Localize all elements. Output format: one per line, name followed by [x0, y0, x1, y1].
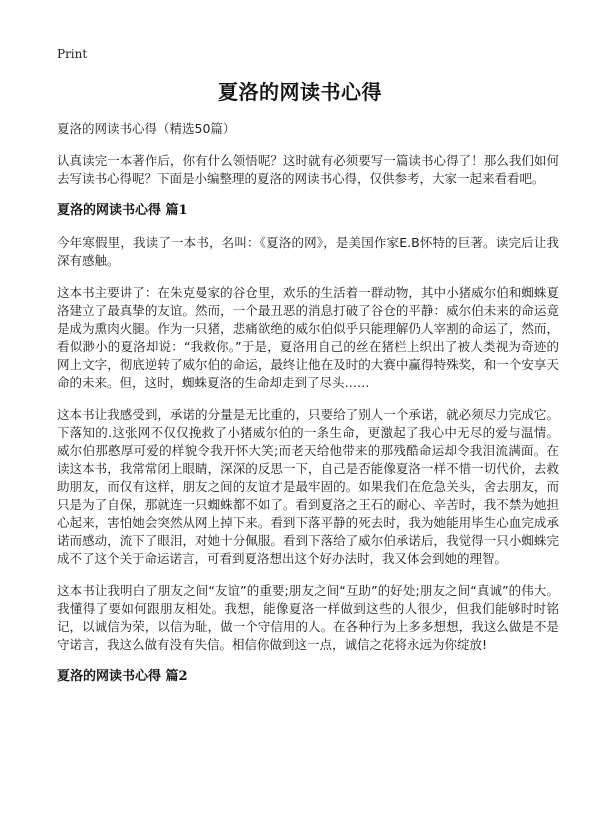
print-link[interactable]: Print [57, 47, 88, 61]
section-1-paragraph-2: 这本书主要讲了：在朱克曼家的谷仓里，欢乐的生活着一群动物，其中小猪威尔伯和蜘蛛夏洛建立了最真挚的友谊。然而，一个最丑恶的消息打破了谷仓的平静：威尔伯未来的命运竟是成为熏肉火腿。作为一只猪，悲痛欲绝的威尔伯似乎只能理解仍人宰割的命运了，然而，看似渺小的夏洛却说：“我救你。”于是，夏洛用自己的丝在猪栏上织出了被人类视为奇迹的网上文字，彻底逆转了威尔伯的命运，最终让他在及时的大赛中赢得特殊奖，和一个安享天命的未来。但，这时，蜘蛛夏洛的生命却走到了尽头…… [57, 285, 559, 390]
document-subtitle: 夏洛的网读书心得（精选50篇） [57, 121, 236, 136]
page-title: 夏洛的网读书心得 [218, 80, 382, 104]
section-heading: 夏洛的网读书心得 篇2 [57, 669, 188, 684]
section-heading: 夏洛的网读书心得 篇1 [57, 203, 188, 218]
section-1-paragraph-4: 这本书让我明白了朋友之间“友谊”的重要;朋友之间“互助”的好处;朋友之间“真诚”的伟大。我懂得了要如何跟朋友相处。我想，能像夏洛一样做到这些的人很少，但我们能够时时铭记，以诚信为荣，以信为耻，做一个守信用的人。在各种行为上多多想想，我这么做是不是守诺言，我这么做有没有失信。相信你做到这一点，诚信之花将永远为你绽放! [57, 583, 559, 652]
intro-paragraph: 认真读完一本著作后，你有什么领悟呢？这时就有必须要写一篇读书心得了！那么我们如何去写读书心得呢？下面是小编整理的夏洛的网读书心得，仅供参考，大家一起来看看吧。 [57, 153, 559, 186]
document-body [57, 120, 559, 700]
section-1 [57, 202, 559, 654]
section-1-paragraph-3: 这本书让我感受到，承诺的分量是无比重的，只要给了别人一个承诺，就必须尽力完成它。下落知的.这张网不仅仅挽救了小猪威尔伯的一条生命，更激起了我心中无尽的爱与温情。威尔伯那憨厚可爱的样貌令我开怀大笑;而老天给他带来的那残酷命运却令我泪流满面。在读这本书，我常常闭上眼睛，深深的反思一下，自己是否能像夏洛一样不惜一切代价，去救助朋友，而仅有这样，朋友之间的友谊才是最牢固的。如果我们在危急关头，舍去朋友，而只是为了自保，那就连一只蜘蛛都不如了。看到夏洛之王石的耐心、辛苦时，我不禁为她担心起来，害怕她会突然从网上掉下来。看到下落平静的死去时，我为她能用毕生心血完成承诺而感动，流下了眼泪，对她十分佩服。看到下落给了威尔伯承诺后，我觉得一只小蜘蛛完成不了这个关于命运诺言，可看到夏洛想出这个好办法时，我又体会到她的理智。 [57, 407, 559, 566]
section-2 [57, 668, 559, 686]
section-1-paragraph-1: 今年寒假里，我读了一本书，名叫：《夏洛的网》，是美国作家E.B怀特的巨著。读完后让我深有感触。 [57, 235, 559, 268]
